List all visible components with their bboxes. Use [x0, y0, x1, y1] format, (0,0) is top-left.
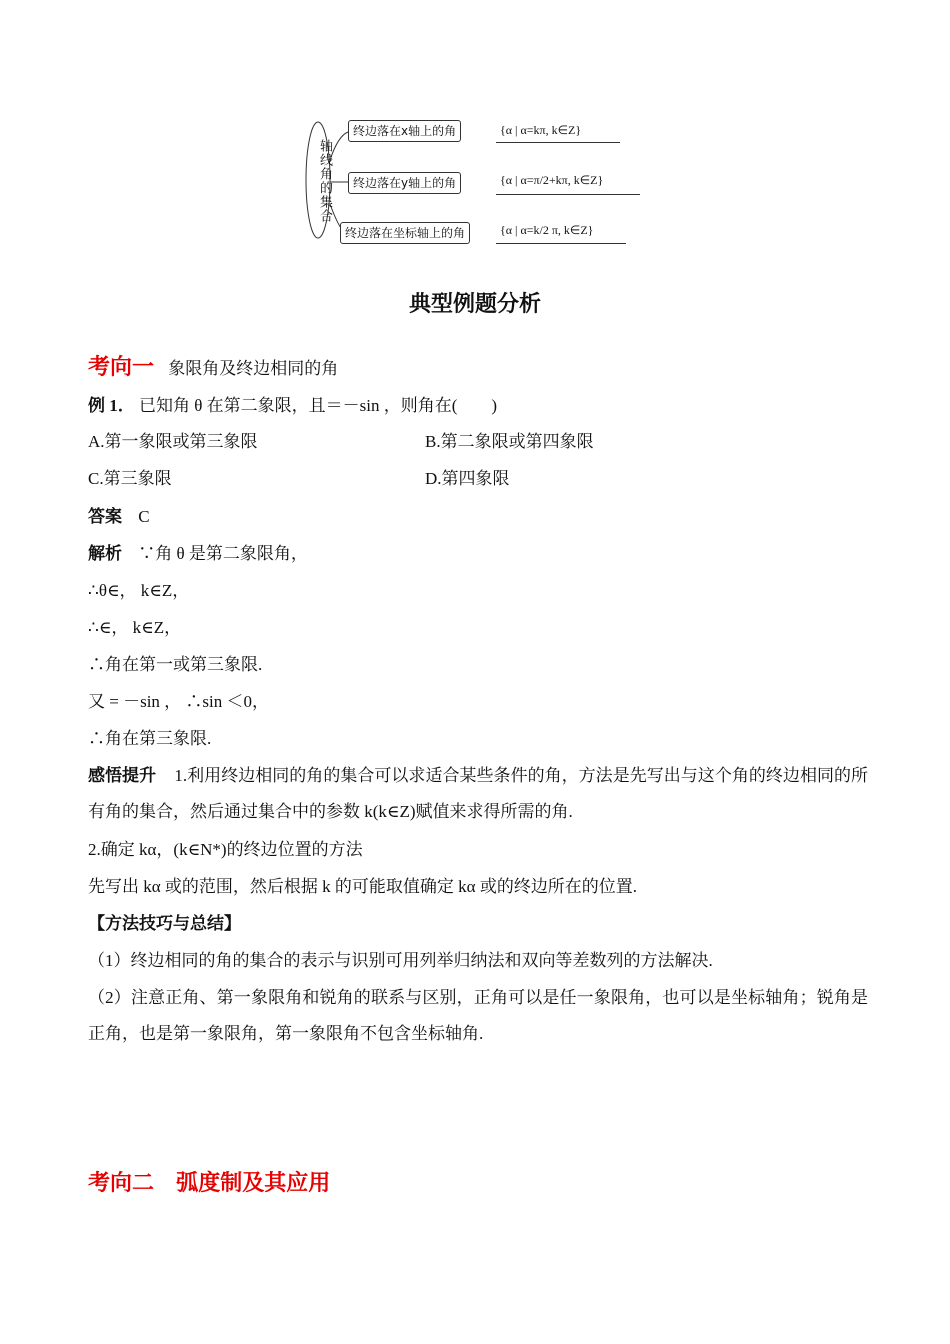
- section-title: 典型例题分析: [408, 292, 541, 317]
- analysis-line-5: 又 = －sin ， ∴sin ＜0，: [88, 692, 270, 711]
- set-y-axis: {α | α=π/2+kπ, k∈Z}: [500, 173, 604, 187]
- analysis-line-1: [88, 542, 308, 566]
- summary-item-1: （1）终边相同的角的集合的表示与识别可用列举归纳法和双向等差数列的方法解决.: [88, 951, 713, 970]
- set-x-axis: {α | α=kπ, k∈Z}: [500, 123, 582, 137]
- analysis-line-3: ∴∈， k∈Z，: [88, 618, 182, 637]
- set-underline: [496, 243, 626, 244]
- summary-title: 【方法技巧与总结】: [88, 914, 241, 934]
- analysis-line-2: ∴θ∈， k∈Z，: [88, 581, 190, 600]
- branch-box-x-axis: 终边落在x轴上的角: [348, 120, 461, 142]
- direction1-title: 象限角及终边相同的角: [168, 359, 339, 379]
- analysis-text: ∵角 θ 是第二象限角，: [138, 544, 308, 563]
- branch-box-coord-axis: 终边落在坐标轴上的角: [340, 222, 470, 244]
- insight-paragraph: [88, 758, 868, 830]
- set-underline: [496, 194, 640, 195]
- insight-text-3: 先写出 kα 或的范围，然后根据 k 的可能取值确定 kα 或的终边所在的位置.: [88, 877, 638, 896]
- direction1-heading: [88, 356, 338, 381]
- option-c: C.第三象限: [88, 469, 172, 488]
- direction1-label: 考向一: [88, 355, 155, 380]
- option-a: A.第一象限或第三象限: [88, 432, 258, 451]
- diagram-branch-1: [330, 132, 348, 160]
- answer-value: C: [138, 507, 150, 526]
- example-stem: 已知角 θ 在第二象限，且＝－sin ，则角在( ): [139, 396, 498, 415]
- axis-angle-diagram: [300, 112, 660, 252]
- branch-box-y-axis: 终边落在y轴上的角: [348, 172, 461, 194]
- answer-line: [88, 505, 150, 529]
- direction2-heading: [88, 1172, 330, 1197]
- example-stem-line: [88, 394, 497, 418]
- analysis-line-6: ∴角在第三象限.: [88, 729, 212, 748]
- answer-label: 答案: [88, 507, 122, 526]
- insight-text-1: 1.利用终边相同的角的集合可以求适合某些条件的角，方法是先写出与这个角的终边相同的所有角的集合，然后通过集合中的参数 k(k∈Z)赋值来求得所需的角.: [88, 766, 869, 821]
- insight-label: 感悟提升: [88, 766, 157, 785]
- example-label: 例 1．: [88, 396, 135, 415]
- set-coord-axis: {α | α=k/2 π, k∈Z}: [500, 223, 594, 237]
- direction2-label: 考向二: [88, 1171, 155, 1196]
- analysis-line-4: ∴角在第一或第三象限.: [88, 655, 263, 674]
- option-d: D.第四象限: [425, 469, 510, 488]
- direction2-title: 弧度制及其应用: [176, 1171, 331, 1196]
- diagram-label: 轴线角的集合: [317, 139, 332, 223]
- insight-text-2: 2.确定 kα，(k∈N*)的终边位置的方法: [88, 840, 363, 859]
- set-underline: [496, 142, 620, 143]
- summary-item-2: （2）注意正角、第一象限角和锐角的联系与区别，正角可以是任一象限角，也可以是坐标轴角；锐角是正角，也是第一象限角，第一象限角不包含坐标轴角.: [88, 988, 868, 1043]
- option-b: B.第二象限或第四象限: [425, 432, 594, 451]
- analysis-label: 解析: [88, 544, 122, 563]
